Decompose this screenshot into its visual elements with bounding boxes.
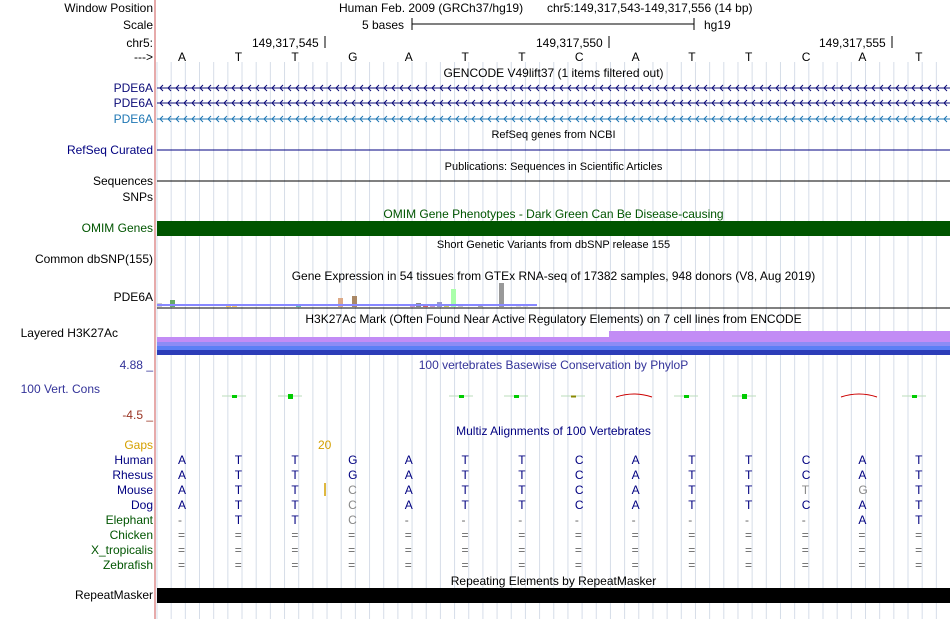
phylop-score [459,395,464,398]
scale-label: Scale [122,18,153,32]
aligned-base: T [518,483,526,497]
aligned-base: = [688,543,696,557]
phylop-max: 4.88 _ [119,358,153,372]
aligned-base: T [518,453,526,467]
aligned-base: T [234,453,243,467]
phylop-score [912,395,917,398]
aligned-base: T [915,513,923,527]
gaps-label: Gaps [124,438,153,452]
aligned-base: = [234,528,242,542]
phylop-score [742,394,747,399]
repeatmasker-label[interactable]: RepeatMasker [74,588,153,602]
aligned-base: = [631,528,639,542]
aligned-base: T [745,483,753,497]
assembly-text: Human Feb. 2009 (GRCh37/hg19) [339,1,524,15]
dbsnp-title[interactable]: Short Genetic Variants from dbSNP release 155 [436,239,671,251]
aligned-base: C [348,513,357,527]
phylop-score [232,395,237,398]
aligned-base: T [291,468,299,482]
aligned-base: = [858,543,866,557]
sequence-base: A [178,50,187,64]
aligned-base: = [801,558,809,572]
aligned-base: = [518,558,526,572]
aligned-base: T [234,468,243,482]
species-label[interactable]: Rhesus [112,468,153,482]
aligned-base: = [858,528,866,542]
aligned-base: T [745,498,753,512]
publications-title[interactable]: Publications: Sequences in Scientific Articles [444,161,663,173]
aligned-base: = [518,543,526,557]
aligned-base: = [404,543,412,557]
sequence-base: C [574,50,584,64]
aligned-base: T [518,468,526,482]
aligned-base: - [631,513,636,527]
aligned-base: = [404,528,412,542]
gencode-item-label[interactable]: PDE6A [113,96,153,110]
gencode-item-label[interactable]: PDE6A [113,112,153,126]
phylop-score [288,394,293,399]
aligned-base: A [858,453,867,467]
aligned-base: = [574,543,582,557]
coord-tick-label: 149,317,545 [252,36,319,50]
aligned-base: T [234,483,243,497]
aligned-base: T [291,453,299,467]
publications-label[interactable]: Sequences [92,174,153,188]
aligned-base: = [348,543,356,557]
omim-title[interactable]: OMIM Gene Phenotypes - Dark Green Can Be Disease-causing [383,207,724,221]
aligned-base: T [461,453,469,467]
aligned-base: C [348,498,357,512]
aligned-base: = [518,528,526,542]
aligned-base: = [858,558,866,572]
aligned-base: = [745,543,753,557]
aligned-base: - [574,513,579,527]
aligned-base: = [178,543,186,557]
aligned-base: = [801,528,809,542]
aligned-base: - [801,513,806,527]
sequence-base: C [801,50,811,64]
aligned-base: = [745,558,753,572]
sequence-base: T [745,50,753,64]
chrom-label: chr5: [126,36,153,50]
aligned-base: T [688,483,696,497]
aligned-base: T [915,468,923,482]
aligned-base: C [574,453,584,467]
aligned-base: C [801,468,811,482]
aligned-base: C [801,453,811,467]
aligned-base: T [291,498,299,512]
aligned-base: - [518,513,523,527]
aligned-base: - [178,513,182,527]
aligned-base: T [745,453,753,467]
dbsnp-label[interactable]: Common dbSNP(155) [34,252,153,266]
aligned-base: = [178,528,186,542]
phylop-title[interactable]: 100 vertebrates Basewise Conservation by PhyloP [418,358,689,372]
aligned-base: = [915,558,923,572]
aligned-base: T [915,498,923,512]
gencode-title[interactable]: GENCODE V49lift37 (1 items filtered out) [443,66,664,80]
sequence-base: A [404,50,413,64]
species-label[interactable]: Human [114,453,153,467]
repeatmasker-bar [157,588,950,603]
aligned-base: C [574,468,584,482]
aligned-base: = [631,543,639,557]
aligned-base: T [291,513,299,527]
multiz-title[interactable]: Multiz Alignments of 100 Vertebrates [456,424,651,438]
gap-count: 20 [318,438,332,452]
phylop-score [514,395,519,398]
aligned-base: A [404,483,413,497]
aligned-base: = [461,558,469,572]
scale-db: hg19 [704,18,731,32]
aligned-base: A [858,513,867,527]
aligned-base: A [178,483,187,497]
aligned-base: A [404,453,413,467]
aligned-base: A [178,468,187,482]
aligned-base: A [631,483,640,497]
species-label[interactable]: Mouse [116,483,153,497]
aligned-base: - [745,513,749,527]
refseq-label[interactable]: RefSeq Curated [66,143,153,157]
gtex-title[interactable]: Gene Expression in 54 tissues from GTEx RNA-seq of 17382 samples, 948 donors (V8, Aug 2019) [291,269,816,283]
aligned-base: A [631,498,640,512]
aligned-base: = [461,528,469,542]
gtex-baseline-bar [157,304,537,306]
phylop-score [684,395,689,398]
aligned-base: = [291,543,299,557]
omim-label[interactable]: OMIM Genes [81,221,153,235]
aligned-base: = [688,558,696,572]
gtex-tissue-bar [499,283,504,307]
species-label[interactable]: X_tropicalis [90,543,153,557]
phylop-negative-score [841,394,877,397]
aligned-base: = [631,558,639,572]
scale-text: 5 bases [362,18,405,32]
aligned-base: = [745,528,753,542]
aligned-base: = [574,528,582,542]
species-label[interactable]: Zebrafish [102,558,153,572]
aligned-base: T [234,498,243,512]
aligned-base: = [234,543,242,557]
aligned-base: A [178,453,187,467]
aligned-base: A [404,498,413,512]
aligned-base: = [574,558,582,572]
sequence-base: T [234,50,243,64]
aligned-base: T [461,468,469,482]
scale-bar [412,18,694,30]
aligned-base: - [404,513,409,527]
aligned-base: A [178,498,187,512]
aligned-base: T [801,483,810,497]
aligned-base: = [461,543,469,557]
aligned-base: T [915,453,923,467]
aligned-base: T [688,468,696,482]
sequence-base: T [688,50,696,64]
aligned-base: A [404,468,413,482]
strand-arrow-label: ---> [134,50,153,64]
aligned-base: = [915,528,923,542]
coord-tick-label: 149,317,555 [819,36,886,50]
aligned-base: C [801,498,811,512]
phylop-label[interactable]: 100 Vert. Cons [20,382,100,396]
aligned-base: G [858,483,868,497]
aligned-base: T [461,483,469,497]
sequence-base: G [348,50,358,64]
aligned-base: = [404,558,412,572]
aligned-base: = [348,558,356,572]
species-label[interactable]: Elephant [105,513,153,527]
aligned-base: G [348,453,358,467]
sequence-base: T [461,50,469,64]
sequence-base: T [518,50,526,64]
window-position-label: Window Position [64,1,153,15]
h3k27ac-label[interactable]: Layered H3K27Ac [20,326,118,340]
aligned-base: = [178,558,186,572]
refseq-title[interactable]: RefSeq genes from NCBI [491,129,616,141]
aligned-base: = [234,558,242,572]
omim-bar [157,221,950,236]
aligned-base: A [631,453,640,467]
aligned-base: T [461,498,469,512]
coord-tick-label: 149,317,550 [536,36,603,50]
aligned-base: = [348,528,356,542]
species-label[interactable]: Dog [130,498,153,512]
aligned-base: G [348,468,358,482]
aligned-base: - [461,513,466,527]
aligned-base: C [348,483,357,497]
aligned-base: C [574,483,584,497]
aligned-base: T [234,513,243,527]
aligned-base: - [688,513,693,527]
phylop-wiggle [222,394,926,399]
aligned-base: = [688,528,696,542]
aligned-base: A [858,498,867,512]
aligned-base: = [291,528,299,542]
snps-label[interactable]: SNPs [122,190,153,204]
aligned-base: A [631,468,640,482]
aligned-base: = [915,543,923,557]
position-text: chr5:149,317,543-149,317,556 (14 bp) [547,1,753,15]
aligned-base: A [858,468,867,482]
repeatmasker-title[interactable]: Repeating Elements by RepeatMasker [450,574,657,588]
aligned-base: T [745,468,753,482]
aligned-base: = [801,543,809,557]
aligned-base: C [574,498,584,512]
phylop-score [571,396,576,398]
sequence-base: T [915,50,923,64]
phylop-min: -4.5 _ [122,408,153,422]
aligned-base: = [291,558,299,572]
gtex-label[interactable]: PDE6A [113,290,153,304]
sequence-base: A [858,50,867,64]
h3k27ac-title[interactable]: H3K27Ac Mark (Often Found Near Active Regulatory Elements) on 7 cell lines from ENCODE [305,312,802,326]
aligned-base: T [688,498,696,512]
species-label[interactable]: Chicken [109,528,153,542]
gencode-item-label[interactable]: PDE6A [113,81,153,95]
sequence-base: T [291,50,299,64]
phylop-negative-score [616,394,652,397]
aligned-base: T [688,453,696,467]
aligned-base: T [291,483,299,497]
aligned-base: T [518,498,526,512]
sequence-base: A [631,50,640,64]
aligned-base: T [915,483,923,497]
